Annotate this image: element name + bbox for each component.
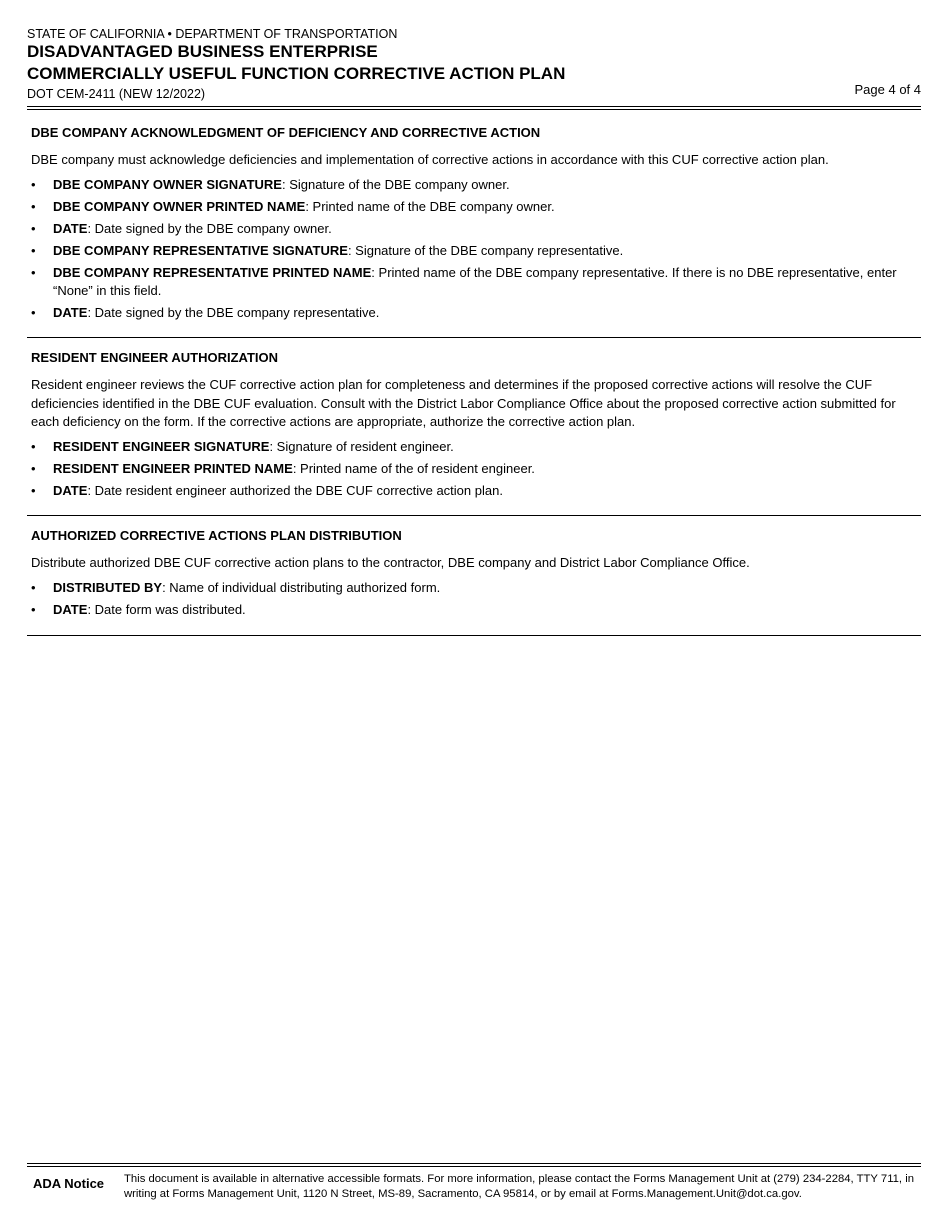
list-item: [31, 176, 921, 195]
field-term: DATE: [53, 601, 88, 617]
bullet-icon: •: [31, 305, 36, 320]
section-divider: [27, 337, 921, 338]
field-description: : Name of individual distributing authorized form.: [162, 579, 441, 595]
list-item: [31, 482, 921, 501]
form-number: DOT CEM-2411 (NEW 12/2022): [27, 87, 206, 101]
instruction-list: [31, 579, 921, 620]
section-resident-engineer: [31, 350, 921, 504]
bullet-icon: •: [31, 176, 36, 192]
bullet-icon: •: [31, 482, 36, 498]
field-term: DATE: [53, 305, 88, 320]
field-description: : Date signed by the DBE company owner.: [87, 220, 332, 236]
field-term: DATE: [53, 482, 88, 498]
field-description: : Printed name of the DBE company representative. If there is no DBE representative, enter “None” in this field.: [53, 264, 897, 298]
bullet-icon: •: [31, 438, 36, 454]
field-description: : Printed name of the DBE company owner.: [305, 198, 555, 214]
field-term: DBE COMPANY REPRESENTATIVE PRINTED NAME: [53, 264, 372, 280]
list-item: [31, 198, 921, 217]
bullet-icon: •: [31, 242, 36, 258]
instruction-list: [31, 438, 921, 501]
field-term: RESIDENT ENGINEER SIGNATURE: [53, 438, 270, 454]
section-intro: DBE company must acknowledge deficiencies and implementation of corrective actions in accordance with this CUF corrective action plan.: [31, 152, 829, 167]
field-term: DBE COMPANY REPRESENTATIVE SIGNATURE: [53, 242, 348, 258]
list-item: [31, 601, 921, 620]
instruction-list: [31, 176, 921, 323]
list-item: [31, 579, 921, 598]
ada-notice-text: This document is available in alternative accessible formats. For more information, please contact the Forms Management Unit at (279) 234-2284, TTY 711, in writing at Forms Management Unit, 1120 N Street, MS-89, Sacramento, CA 95814, or by email at Forms.Management.Unit@dot.ca.gov.: [124, 1173, 914, 1200]
field-term: DISTRIBUTED BY: [53, 579, 163, 595]
section-heading: DBE COMPANY ACKNOWLEDGMENT OF DEFICIENCY AND CORRECTIVE ACTION: [31, 125, 541, 140]
field-term: DATE: [53, 220, 88, 236]
field-description: : Date form was distributed.: [87, 601, 246, 617]
bullet-icon: •: [31, 198, 36, 214]
page-indicator: Page 4 of 4: [854, 82, 921, 97]
section-divider: [27, 515, 921, 516]
section-plan-distribution: [31, 528, 921, 623]
ada-notice-label: ADA Notice: [33, 1176, 105, 1191]
agency-line: STATE OF CALIFORNIA • DEPARTMENT OF TRANSPORTATION: [27, 27, 398, 41]
list-item: [31, 460, 921, 479]
field-description: : Date signed by the DBE company representative.: [87, 305, 380, 320]
list-item: [31, 304, 921, 323]
list-item: [31, 220, 921, 239]
bullet-icon: •: [31, 264, 36, 280]
field-description: : Signature of the DBE company owner.: [281, 176, 510, 192]
bullet-icon: •: [31, 220, 36, 236]
section-intro: Distribute authorized DBE CUF corrective action plans to the contractor, DBE company and District Labor Compliance Office.: [31, 555, 750, 570]
bullet-icon: •: [31, 579, 36, 595]
list-item: [31, 438, 921, 457]
header-divider: [27, 106, 921, 110]
field-description: : Signature of the DBE company representative.: [347, 242, 624, 258]
field-description: : Printed name of the of resident engineer.: [292, 460, 535, 476]
document-title-line1: DISADVANTAGED BUSINESS ENTERPRISE: [27, 42, 378, 61]
section-divider: [27, 635, 921, 636]
field-description: : Date resident engineer authorized the DBE CUF corrective action plan.: [87, 482, 503, 498]
bullet-icon: •: [31, 460, 36, 476]
list-item: [31, 264, 921, 301]
section-dbe-acknowledgment: [31, 125, 921, 326]
footer-divider: [27, 1163, 921, 1167]
field-term: DBE COMPANY OWNER PRINTED NAME: [53, 198, 306, 214]
field-term: DBE COMPANY OWNER SIGNATURE: [53, 176, 282, 192]
field-description: : Signature of resident engineer.: [269, 438, 454, 454]
list-item: [31, 242, 921, 261]
field-term: RESIDENT ENGINEER PRINTED NAME: [53, 460, 293, 476]
section-heading: RESIDENT ENGINEER AUTHORIZATION: [31, 350, 279, 365]
document-title-line2: COMMERCIALLY USEFUL FUNCTION CORRECTIVE ACTION PLAN: [27, 64, 566, 83]
section-heading: AUTHORIZED CORRECTIVE ACTIONS PLAN DISTRIBUTION: [31, 528, 402, 543]
section-intro: Resident engineer reviews the CUF corrective action plan for completeness and determines if the proposed corrective actions will resolve the CUF deficiencies identified in the DBE CUF evaluation. Consult with the District Labor Compliance Office about the proposed corrective action submitted for each deficiency on the form. If the corrective actions are appropriate, authorize the corrective action plan.: [31, 377, 896, 429]
bullet-icon: •: [31, 601, 36, 617]
